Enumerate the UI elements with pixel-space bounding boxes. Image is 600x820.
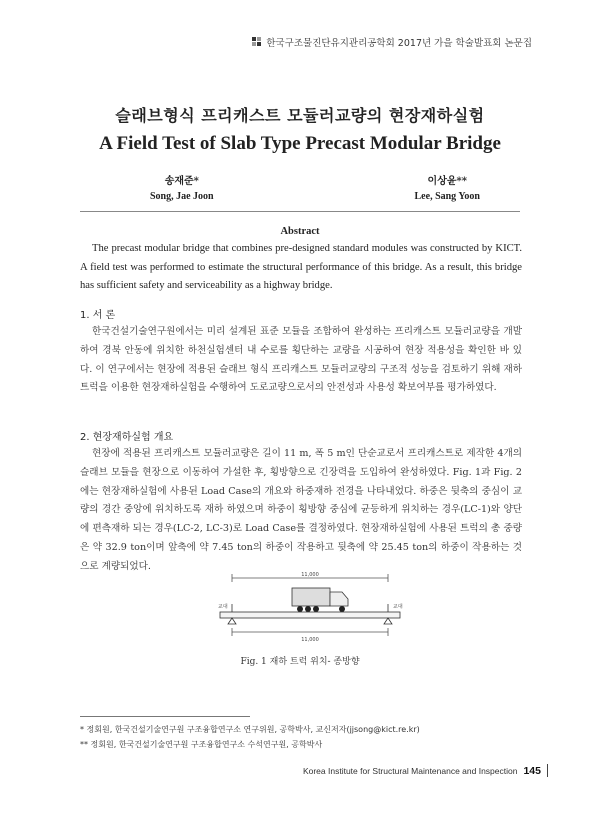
rear-wheel-3 — [313, 606, 319, 612]
top-dimension-label: 11,000 — [301, 572, 319, 578]
paper-title-korean: 슬래브형식 프리캐스트 모듈러교량의 현장재하실험 — [115, 106, 485, 125]
abstract-heading: Abstract — [280, 226, 320, 237]
author-1-english: Song, Jae Joon — [150, 191, 214, 202]
right-abutment-label: 교대 — [393, 604, 403, 610]
section-1-body: 한국건설기술연구원에서는 미리 설계된 표준 모듈을 조합하여 완성하는 프리캐스트 모듈러교량을 개발하여 경북 안동에 위치한 하천실험센터 내 수로를 횡단하는 교량을 시공하여 현장 적용성을 확인한 바 있다. 이 연구에서는 현장에 적용된 슬래브 형식 프리캐스트 모듈러교량의 구조적 성능을 검토하기 위해 재하 트럭을 이용한 현장재하실험을 수행하여 도로교량으로서의 안전성과 사용성 확보여부를 평가하였다. — [80, 326, 522, 394]
page-number: 145 — [523, 764, 541, 777]
footnote-2: ** 정회원, 한국건설기술연구원 구조융합연구소 수석연구원, 공학박사 — [80, 740, 323, 749]
section-2-body: 현장에 적용된 프리캐스트 모듈러교량은 길이 11 m, 폭 5 m인 단순교로서 프리캐스트로 제작한 4개의 슬래브 모듈을 현장으로 이동하여 가설한 후, 횡방향으로 긴장력을 도입하여 완성하였다. Fig. 1과 Fig. 2에는 현장재하실험에 사용된 Load Case의 개요와 하중재하 전경을 나타내었다. 하중은 뒷축의 중심이 교량의 경간 중앙에 위치하도록 재하 하였으며 하중이 횡방향 중심에 균등하게 위치하는 경우(LC-1)와 양단에 편측재하 되는 경우(LC-2, LC-3)로 Load Case를 결정하였다. 현장재하실험에 사용된 트럭의 총 중량은 약 32.9 ton이며 앞축에 약 7.45 ton의 하중이 작용하고 뒷축에 약 25.45 ton의 하중이 작용하는 것으로 계량되었다. — [80, 448, 522, 572]
bottom-dimension-label: 11,000 — [301, 637, 319, 643]
front-wheel — [339, 606, 345, 612]
footnote-rule — [80, 716, 250, 717]
author-list — [150, 172, 480, 202]
journal-name: 한국구조물진단유지관리공학회 2017년 가을 학술발표회 논문집 — [266, 38, 532, 49]
author-2-korean: 이상윤** — [427, 176, 467, 187]
bridge-deck — [220, 612, 400, 618]
rear-wheel-2 — [305, 606, 311, 612]
figure-caption: Fig. 1 재하 트럭 위치- 종방향 — [240, 657, 360, 667]
abstract-text: The precast modular bridge that combines pre-designed standard modules was constructed by KICT. A field test was performed to estimate the structural performance of this bridge. As a result, this bridge has sufficient safety and serviceability as a highway bridge. — [80, 243, 522, 291]
truck-cargo — [292, 588, 330, 606]
running-header — [252, 35, 532, 49]
left-abutment-label: 교대 — [218, 604, 228, 610]
truck-position-figure — [210, 566, 410, 646]
section-2-title: 2. 현장재하실험 개요 — [80, 432, 174, 443]
truck-cab — [330, 592, 348, 606]
section-1-title: 1. 서 론 — [80, 310, 116, 321]
footer-bar — [547, 764, 548, 777]
author-1 — [150, 172, 214, 202]
decorative-squares-icon — [252, 37, 262, 47]
author-1-korean: 송재준* — [164, 176, 199, 187]
left-support — [228, 618, 236, 624]
paper-title-english: A Field Test of Slab Type Precast Modular Bridge — [99, 133, 501, 154]
author-2-english: Lee, Sang Yoon — [414, 191, 480, 202]
right-support — [384, 618, 392, 624]
footnote-1: * 정회원, 한국건설기술연구원 구조융합연구소 연구위원, 공학박사, 교신저자(jjsong@kict.re.kr) — [80, 725, 420, 734]
author-2 — [415, 172, 480, 202]
page-footer — [303, 764, 548, 777]
rear-wheel-1 — [297, 606, 303, 612]
institute-name: Korea Institute for Structural Maintenance and Inspection — [302, 765, 518, 776]
title-divider — [80, 211, 520, 212]
figure-diagram — [210, 566, 410, 646]
